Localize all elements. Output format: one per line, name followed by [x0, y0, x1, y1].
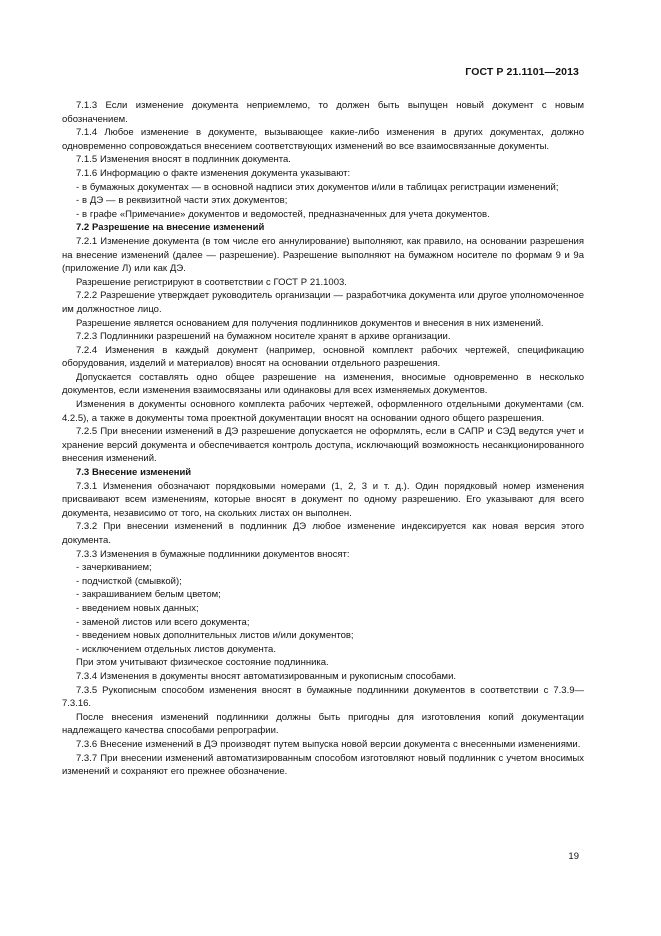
paragraph: 7.1.5 Изменения вносят в подлинник документа. [76, 154, 291, 166]
paragraph: 7.3.2 При внесении изменений в подлинник ДЭ любое изменение индексируется как новая версия этого документа. [62, 521, 584, 546]
paragraph: 7.3.6 Внесение изменений в ДЭ производят путем выпуска новой версии документа с внесенными изменениями. [76, 738, 581, 750]
paragraph: 7.3.7 При внесении изменений автоматизированным способом изготовляют новый подлинник с учетом вносимых изменений и сохраняют его прежнее обозначение. [62, 752, 584, 778]
paragraph: - исключением отдельных листов документа. [76, 643, 276, 655]
page-number: 19 [568, 851, 579, 862]
paragraph: Разрешение регистрируют в соответствии с ГОСТ Р 21.1003. [76, 276, 347, 288]
paragraph: При этом учитывают физическое состояние подлинника. [76, 657, 329, 669]
paragraph: 7.2.5 При внесении изменений в ДЭ разрешение допускается не оформлять, если в САПР и СЭД ведутся учет и хранение версий документа и обеспечивается контроль доступа, исключающий возможность несанкционированного внесения изменений. [62, 426, 584, 465]
paragraph: - введением новых данных; [76, 602, 199, 614]
paragraph: Разрешение является основанием для получения подлинников документов и внесения в них изменений. [76, 317, 544, 329]
paragraph: - закрашиванием белым цветом; [76, 589, 221, 601]
paragraph: - подчисткой (смывкой); [76, 575, 182, 587]
paragraph: 7.1.3 Если изменение документа неприемлемо, то должен быть выпущен новый документ с новым обозначением. [62, 100, 584, 125]
paragraph: После внесения изменений подлинники должны быть пригодны для изготовления копий документации надлежащего качества способами репрографии. [62, 711, 584, 737]
paragraph: 7.3.5 Рукописным способом изменения вносят в бумажные подлинники документов в соответствии с 7.3.9—7.3.16. [62, 684, 584, 710]
paragraph: - в бумажных документах — в основной надписи этих документов и/или в таблицах регистрации изменений; [76, 181, 559, 193]
paragraph: - в графе «Примечание» документов и ведомостей, предназначенных для учета документов. [76, 208, 490, 220]
paragraph: 7.2.3 Подлинники разрешений на бумажном носителе хранят в архиве организации. [76, 331, 451, 343]
paragraph: - зачеркиванием; [76, 562, 152, 574]
document-body [62, 99, 584, 779]
paragraph: 7.3.1 Изменения обозначают порядковыми номерами (1, 2, 3 и т. д.). Один порядковый номер изменения присваивают всем изменениям, которые вносят в документ по одному разрешению. Его указывают для всего документа, независимо от того, на скольких листах он выполнен. [62, 480, 584, 519]
paragraph: 7.2.4 Изменения в каждый документ (например, основной комплект рабочих чертежей, спецификацию оборудования, изделий и материалов) вносят на основании отдельного разрешения. [62, 344, 584, 370]
paragraph: Изменения в документы основного комплекта рабочих чертежей, оформленного отдельными документами (см. 4.2.5), а также в документы тома проектной документации вносят на основании одного общего разрешения. [62, 399, 584, 424]
section-heading: 7.3 Внесение изменений [76, 467, 192, 479]
paragraph: Допускается составлять одно общее разрешение на изменения, вносимые одновременно в несколько документов, если изменения взаимосвязаны или одинаковы для всех изменяемых документов. [62, 371, 584, 397]
section-heading: 7.2 Разрешение на внесение изменений [76, 222, 265, 234]
paragraph: 7.2.2 Разрешение утверждает руководитель организации — разработчика документа или другое уполномоченное им должностное лицо. [62, 290, 584, 315]
paragraph: 7.3.3 Изменения в бумажные подлинники документов вносят: [76, 548, 350, 560]
paragraph: 7.1.4 Любое изменение в документе, вызывающее какие-либо изменения в других документах, должно одновременно сопровождаться внесением соответствующих изменений во все взаимосвязанные документы. [62, 127, 584, 152]
paragraph: - введением новых дополнительных листов и/или документов; [76, 630, 354, 642]
document-code: ГОСТ Р 21.1101—2013 [465, 66, 579, 78]
paragraph: - в ДЭ — в реквизитной части этих документов; [76, 195, 288, 207]
paragraph: 7.3.4 Изменения в документы вносят автоматизированным и рукописным способами. [76, 670, 457, 682]
paragraph: 7.1.6 Информацию о факте изменения документа указывают: [76, 167, 351, 179]
paragraph: - заменой листов или всего документа; [76, 616, 250, 628]
paragraph: 7.2.1 Изменение документа (в том числе его аннулирование) выполняют, как правило, на основании разрешения на внесение изменений (далее — разрешение). Разрешение выполняют на бумажном носителе по формам 9 и 9а (приложение Л) или как ДЭ. [62, 235, 584, 275]
